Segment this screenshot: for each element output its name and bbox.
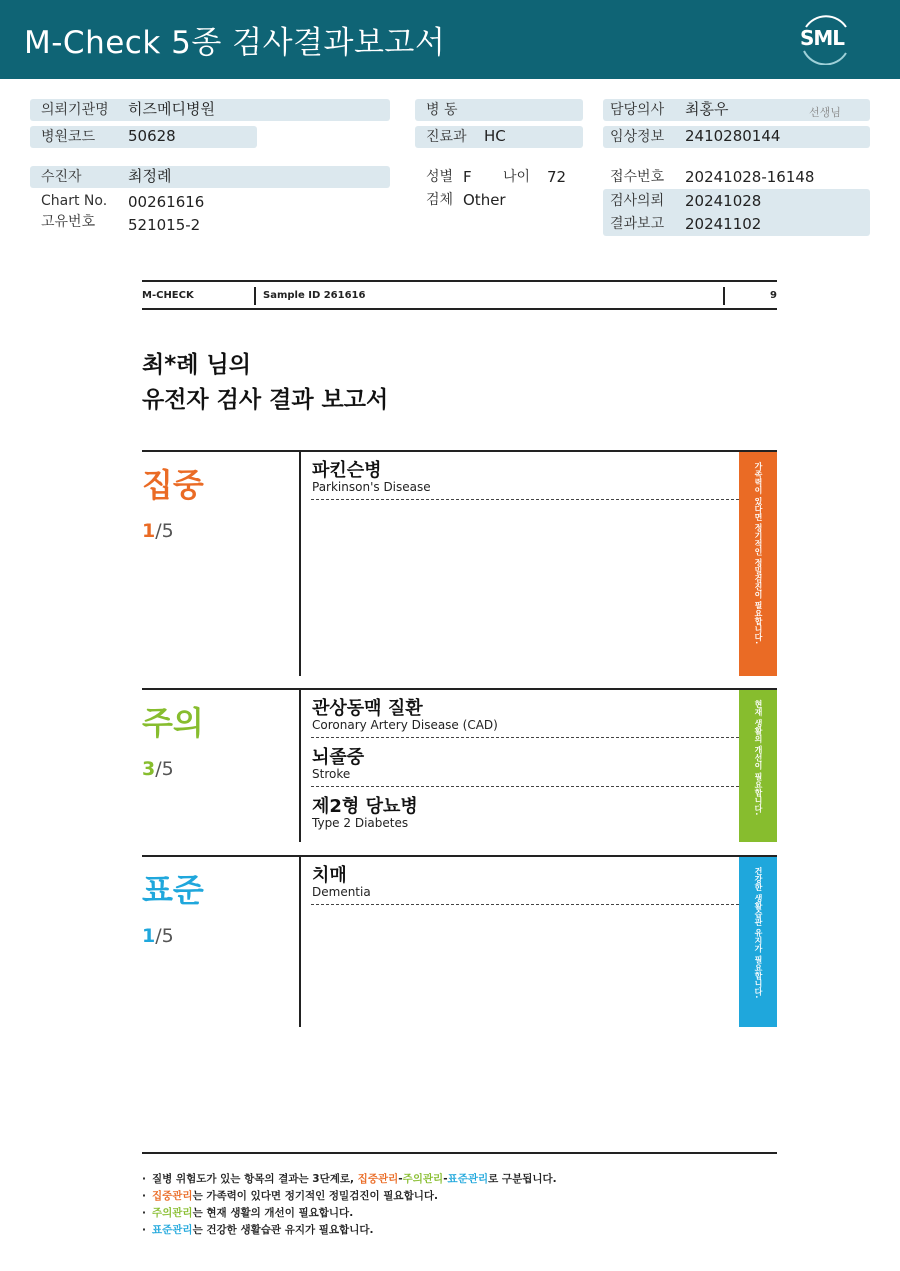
note-text: 는 가족력이 있다면 정기적인 정밀검진이 필요합니다. <box>192 1190 438 1202</box>
bullet: · <box>142 1190 146 1202</box>
unique-value: 521015-2 <box>128 216 201 234</box>
patient-value: 최정례 <box>128 167 172 185</box>
count-number: 1 <box>142 520 156 542</box>
topbar-divider <box>723 287 725 305</box>
note-standard: 표준관리 <box>152 1224 193 1236</box>
doctor-value: 최홍우 <box>685 100 729 118</box>
disease-item <box>311 857 739 905</box>
section-title: 표준 <box>142 871 204 909</box>
section-side-bar <box>739 452 777 676</box>
sex-value: F <box>463 168 472 186</box>
note-focus: 집중관리 <box>152 1190 193 1202</box>
section-title: 집중 <box>142 466 204 504</box>
age-value: 72 <box>547 168 567 186</box>
count-number: 1 <box>142 925 156 947</box>
section-count <box>142 520 174 542</box>
sample-id: Sample ID 261616 <box>263 290 366 301</box>
request-value: 20241028 <box>685 192 762 210</box>
section-divider <box>299 690 301 842</box>
unique-label: 고유번호 <box>41 214 96 230</box>
hospital-code-label: 병원코드 <box>41 129 96 145</box>
report-topbar <box>142 280 777 310</box>
clinical-value: 2410280144 <box>685 127 781 145</box>
chart-label: Chart No. <box>41 193 108 209</box>
footer-notes <box>142 1152 777 1236</box>
receipt-label: 접수번호 <box>610 169 665 185</box>
section-divider <box>299 857 301 1027</box>
disease-name-en: Coronary Artery Disease (CAD) <box>312 718 498 732</box>
doctor-label: 담당의사 <box>610 102 665 118</box>
note-standard: 표준관리 <box>447 1173 489 1185</box>
side-note: 현재 생활의 개선이 필요합니다. <box>754 700 763 816</box>
disease-item <box>311 739 739 787</box>
patient-label: 수진자 <box>41 169 82 185</box>
bullet: · <box>142 1224 146 1236</box>
note-sep: - <box>398 1173 403 1185</box>
section-side-bar <box>739 857 777 1027</box>
note-text: 로 구분됩니다. <box>488 1173 557 1185</box>
sml-logo-icon <box>796 13 854 65</box>
header-bar <box>0 0 900 79</box>
institution-label: 의뢰기관명 <box>41 102 109 118</box>
side-note: 가족력이 있다면 정기적인 정밀검진이 필요합니다. <box>754 462 763 645</box>
request-label: 검사의뢰 <box>610 193 665 209</box>
section-divider <box>299 452 301 676</box>
greeting-title: 유전자 검사 결과 보고서 <box>142 387 389 413</box>
count-number: 3 <box>142 758 156 780</box>
disease-name-ko: 파킨슨병 <box>312 460 382 481</box>
bullet: · <box>142 1207 146 1219</box>
clinical-label: 임상정보 <box>610 129 665 145</box>
disease-item <box>311 788 739 836</box>
brand-label: M-CHECK <box>142 290 194 301</box>
sex-label: 성별 <box>426 169 454 185</box>
report-date-value: 20241102 <box>685 215 762 233</box>
disease-item <box>311 452 739 500</box>
report-date-label: 결과보고 <box>610 216 665 232</box>
receipt-value: 20241028-16148 <box>685 168 815 186</box>
disease-name-en: Type 2 Diabetes <box>312 816 409 830</box>
specimen-value: Other <box>463 191 506 209</box>
note-line <box>142 1205 353 1220</box>
disease-name-ko: 치매 <box>312 865 347 886</box>
disease-name-en: Dementia <box>312 885 371 899</box>
greeting-name: 최*례 님의 <box>142 352 251 378</box>
dept-value: HC <box>484 127 506 145</box>
section-standard <box>142 855 777 1025</box>
count-total: /5 <box>155 520 174 542</box>
dept-label: 진료과 <box>426 129 467 145</box>
hospital-code-value: 50628 <box>128 127 176 145</box>
section-count <box>142 758 174 780</box>
report-title: M-Check 5종 검사결과보고서 <box>24 25 446 61</box>
section-count <box>142 925 174 947</box>
chart-value: 00261616 <box>128 193 205 211</box>
disease-name-ko: 뇌졸중 <box>312 747 365 768</box>
note-text: 는 건강한 생활습관 유지가 필요합니다. <box>192 1224 374 1236</box>
doctor-suffix: 선생님 <box>809 106 841 119</box>
specimen-label: 검체 <box>426 192 454 208</box>
count-total: /5 <box>155 758 174 780</box>
note-caution: 주의관리 <box>402 1173 444 1185</box>
side-note: 건강한 생활습관 유지가 필요합니다. <box>754 867 763 999</box>
disease-name-en: Parkinson's Disease <box>312 480 431 494</box>
section-side-bar <box>739 690 777 842</box>
topbar-divider <box>254 287 256 305</box>
section-caution <box>142 688 777 840</box>
disease-item <box>311 690 739 738</box>
disease-name-en: Stroke <box>312 767 351 781</box>
disease-name-ko: 제2형 당뇨병 <box>312 796 418 817</box>
note-line <box>142 1171 557 1186</box>
disease-name-ko: 관상동맥 질환 <box>312 698 423 719</box>
age-label: 나이 <box>503 169 531 185</box>
section-title: 주의 <box>142 704 204 742</box>
note-text: 질병 위험도가 있는 항목의 결과는 3단계로, <box>152 1173 358 1185</box>
logo-text: SML <box>800 26 845 50</box>
bullet: · <box>142 1173 146 1185</box>
note-line <box>142 1188 438 1203</box>
note-text: 는 현재 생활의 개선이 필요합니다. <box>192 1207 354 1219</box>
count-total: /5 <box>155 925 174 947</box>
page-number: 9 <box>770 290 777 301</box>
note-line <box>142 1222 373 1237</box>
ward-label: 병 동 <box>426 102 458 118</box>
section-focus <box>142 450 777 674</box>
note-caution: 주의관리 <box>152 1207 193 1219</box>
note-sep: - <box>443 1173 448 1185</box>
note-focus: 집중관리 <box>357 1173 399 1185</box>
info-pill <box>30 166 390 188</box>
institution-value: 히즈메디병원 <box>128 100 215 118</box>
